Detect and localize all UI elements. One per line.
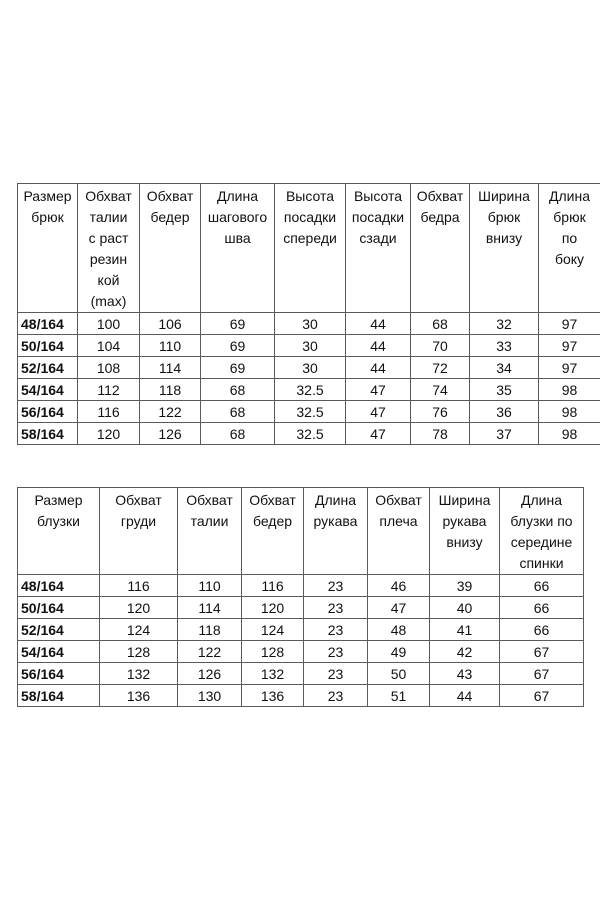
- blouse-header-line: Ширина: [438, 492, 491, 508]
- size-cell: 54/164: [18, 379, 78, 401]
- pants-header-line: талии: [89, 209, 128, 225]
- table-row: [18, 401, 600, 423]
- value-cell: 35: [470, 379, 539, 401]
- pants-header-line: посадки: [283, 209, 337, 225]
- blouse-header-cell: [368, 488, 430, 575]
- pants-header-line: сзади: [359, 230, 397, 246]
- value-cell: 130: [178, 685, 242, 707]
- value-cell: 120: [78, 423, 140, 445]
- blouse-table-body: [18, 575, 584, 707]
- value-cell: 36: [470, 401, 539, 423]
- value-cell: 116: [78, 401, 140, 423]
- pants-size-table: [17, 183, 600, 445]
- value-cell: 122: [178, 641, 242, 663]
- value-cell: 49: [368, 641, 430, 663]
- value-cell: 128: [242, 641, 304, 663]
- value-cell: 42: [430, 641, 500, 663]
- size-cell: 50/164: [18, 335, 78, 357]
- pants-header-line: Размер: [23, 188, 72, 204]
- pants-header-line: спереди: [283, 230, 337, 246]
- value-cell: 136: [242, 685, 304, 707]
- value-cell: 97: [539, 357, 600, 379]
- value-cell: 100: [78, 313, 140, 335]
- value-cell: 46: [368, 575, 430, 597]
- value-cell: 124: [242, 619, 304, 641]
- blouse-header-line: бедер: [252, 513, 293, 529]
- blouse-header-line: рукава: [313, 513, 358, 529]
- value-cell: 67: [500, 685, 584, 707]
- blouse-header-cell: [100, 488, 178, 575]
- pants-header-line: (max): [90, 293, 127, 309]
- blouse-header-line: Обхват: [186, 492, 233, 508]
- value-cell: 32: [470, 313, 539, 335]
- size-cell: 56/164: [18, 401, 78, 423]
- pants-header-line: шагового: [207, 209, 268, 225]
- pants-header-line: Высота: [285, 188, 335, 204]
- value-cell: 23: [304, 619, 368, 641]
- value-cell: 32.5: [275, 423, 346, 445]
- pants-header-cell: [470, 184, 539, 313]
- value-cell: 104: [78, 335, 140, 357]
- value-cell: 110: [178, 575, 242, 597]
- value-cell: 44: [346, 357, 411, 379]
- value-cell: 69: [201, 335, 275, 357]
- pants-header-line: брюк: [487, 209, 521, 225]
- pants-header-cell: [201, 184, 275, 313]
- value-cell: 69: [201, 357, 275, 379]
- value-cell: 34: [470, 357, 539, 379]
- blouse-header-line: талии: [190, 513, 229, 529]
- blouse-header-line: плеча: [379, 513, 418, 529]
- value-cell: 68: [201, 379, 275, 401]
- pants-header-line: резин: [89, 251, 128, 267]
- value-cell: 78: [411, 423, 470, 445]
- table-row: [18, 575, 584, 597]
- value-cell: 47: [346, 379, 411, 401]
- pants-header-line: Ширина: [478, 188, 530, 204]
- table-row: [18, 313, 600, 335]
- table-row: [18, 597, 584, 619]
- value-cell: 118: [140, 379, 201, 401]
- blouse-header-cell: [500, 488, 584, 575]
- value-cell: 44: [346, 313, 411, 335]
- value-cell: 39: [430, 575, 500, 597]
- value-cell: 69: [201, 313, 275, 335]
- value-cell: 126: [140, 423, 201, 445]
- value-cell: 97: [539, 335, 600, 357]
- blouse-header-cell: [18, 488, 100, 575]
- table-row: [18, 379, 600, 401]
- blouse-header-line: блузки по: [510, 513, 573, 529]
- blouse-header-cell: [242, 488, 304, 575]
- pants-header-cell: [140, 184, 201, 313]
- blouse-header-line: Обхват: [249, 492, 296, 508]
- value-cell: 48: [368, 619, 430, 641]
- pants-header-line: бедер: [150, 209, 190, 225]
- value-cell: 30: [275, 335, 346, 357]
- value-cell: 23: [304, 663, 368, 685]
- pants-header-line: бедра: [420, 209, 460, 225]
- value-cell: 68: [201, 423, 275, 445]
- value-cell: 120: [100, 597, 178, 619]
- value-cell: 66: [500, 597, 584, 619]
- size-cell: 58/164: [18, 423, 78, 445]
- value-cell: 66: [500, 575, 584, 597]
- blouse-header-line: Длина: [315, 492, 356, 508]
- size-cell: 54/164: [18, 641, 100, 663]
- value-cell: 114: [140, 357, 201, 379]
- value-cell: 98: [539, 401, 600, 423]
- value-cell: 67: [500, 641, 584, 663]
- value-cell: 67: [500, 663, 584, 685]
- table-row: [18, 357, 600, 379]
- size-cell: 56/164: [18, 663, 100, 685]
- pants-header-line: Длина: [217, 188, 258, 204]
- value-cell: 23: [304, 575, 368, 597]
- pants-header-line: посадки: [351, 209, 405, 225]
- blouse-header-cell: [304, 488, 368, 575]
- blouse-header-line: Обхват: [375, 492, 422, 508]
- value-cell: 122: [140, 401, 201, 423]
- value-cell: 116: [242, 575, 304, 597]
- blouse-header-line: Длина: [521, 492, 562, 508]
- value-cell: 128: [100, 641, 178, 663]
- value-cell: 23: [304, 685, 368, 707]
- value-cell: 41: [430, 619, 500, 641]
- value-cell: 74: [411, 379, 470, 401]
- blouse-header-line: середине: [510, 534, 573, 550]
- pants-header-line: брюк: [31, 209, 64, 225]
- value-cell: 23: [304, 597, 368, 619]
- blouse-header-line: внизу: [446, 534, 483, 550]
- blouse-header-line: рукава: [442, 513, 487, 529]
- blouse-header-cell: [178, 488, 242, 575]
- pants-table-body: [18, 313, 600, 445]
- value-cell: 23: [304, 641, 368, 663]
- value-cell: 124: [100, 619, 178, 641]
- value-cell: 32.5: [275, 379, 346, 401]
- value-cell: 108: [78, 357, 140, 379]
- value-cell: 136: [100, 685, 178, 707]
- value-cell: 110: [140, 335, 201, 357]
- table-row: [18, 641, 584, 663]
- pants-header-line: Обхват: [416, 188, 464, 204]
- value-cell: 120: [242, 597, 304, 619]
- pants-header-cell: [18, 184, 78, 313]
- value-cell: 68: [201, 401, 275, 423]
- blouse-size-table: [17, 487, 584, 707]
- pants-header-line: внизу: [485, 230, 523, 246]
- value-cell: 30: [275, 313, 346, 335]
- value-cell: 118: [178, 619, 242, 641]
- value-cell: 44: [346, 335, 411, 357]
- table-row: [18, 423, 600, 445]
- blouse-header-line: Размер: [34, 492, 83, 508]
- value-cell: 72: [411, 357, 470, 379]
- pants-header-line: брюк: [553, 209, 586, 225]
- value-cell: 37: [470, 423, 539, 445]
- size-cell: 50/164: [18, 597, 100, 619]
- value-cell: 33: [470, 335, 539, 357]
- pants-header-cell: [275, 184, 346, 313]
- value-cell: 40: [430, 597, 500, 619]
- value-cell: 47: [346, 423, 411, 445]
- pants-header-line: Высота: [353, 188, 403, 204]
- table-row: [18, 619, 584, 641]
- pants-header-line: Обхват: [146, 188, 194, 204]
- table-row: [18, 685, 584, 707]
- pants-header-line: с раст: [88, 230, 129, 246]
- size-cell: 48/164: [18, 313, 78, 335]
- pants-header-line: Обхват: [85, 188, 132, 204]
- value-cell: 98: [539, 423, 600, 445]
- value-cell: 43: [430, 663, 500, 685]
- pants-header-cell: [411, 184, 470, 313]
- pants-header-line: боку: [554, 251, 585, 267]
- value-cell: 126: [178, 663, 242, 685]
- blouse-header-line: блузки: [37, 513, 80, 529]
- pants-header-line: кой: [97, 272, 120, 288]
- table-row: [18, 663, 584, 685]
- pants-table-header: [18, 184, 600, 313]
- blouse-header-line: Обхват: [115, 492, 162, 508]
- value-cell: 97: [539, 313, 600, 335]
- size-cell: 52/164: [18, 619, 100, 641]
- size-cell: 52/164: [18, 357, 78, 379]
- blouse-header-cell: [430, 488, 500, 575]
- value-cell: 68: [411, 313, 470, 335]
- pants-header-line: Длина: [549, 188, 590, 204]
- value-cell: 98: [539, 379, 600, 401]
- table-row: [18, 335, 600, 357]
- pants-header-cell: [346, 184, 411, 313]
- value-cell: 114: [178, 597, 242, 619]
- size-cell: 48/164: [18, 575, 100, 597]
- value-cell: 47: [368, 597, 430, 619]
- value-cell: 76: [411, 401, 470, 423]
- value-cell: 106: [140, 313, 201, 335]
- value-cell: 132: [242, 663, 304, 685]
- size-cell: 58/164: [18, 685, 100, 707]
- pants-header-cell: [78, 184, 140, 313]
- value-cell: 32.5: [275, 401, 346, 423]
- value-cell: 132: [100, 663, 178, 685]
- blouse-header-line: спинки: [519, 555, 564, 571]
- blouse-table-header: [18, 488, 584, 575]
- value-cell: 70: [411, 335, 470, 357]
- pants-header-cell: [539, 184, 600, 313]
- blouse-header-line: груди: [120, 513, 157, 529]
- value-cell: 30: [275, 357, 346, 379]
- value-cell: 66: [500, 619, 584, 641]
- value-cell: 51: [368, 685, 430, 707]
- value-cell: 112: [78, 379, 140, 401]
- value-cell: 44: [430, 685, 500, 707]
- value-cell: 116: [100, 575, 178, 597]
- pants-header-line: шва: [224, 230, 251, 246]
- value-cell: 50: [368, 663, 430, 685]
- pants-header-line: по: [561, 230, 578, 246]
- value-cell: 47: [346, 401, 411, 423]
